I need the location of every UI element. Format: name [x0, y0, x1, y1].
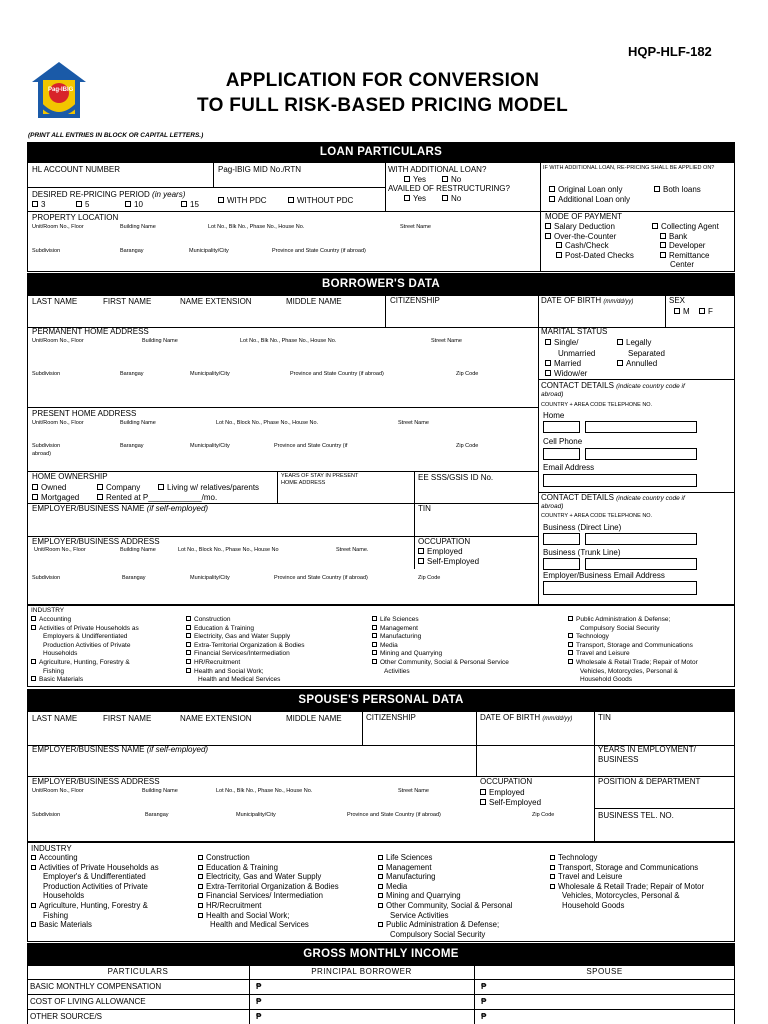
citizenship-label: CITIZENSHIP: [390, 296, 440, 305]
both-loans-option[interactable]: Both loans: [654, 186, 701, 194]
borrower-industry-1-2: Employers & Undifferentiated: [43, 633, 128, 641]
marital-status-label: MARITAL STATUS: [541, 327, 608, 336]
biz-direct-label: Business (Direct Line): [543, 523, 622, 532]
section-borrowers-data: BORROWER'S DATA: [27, 273, 735, 295]
spouse-industry-1-6: Fishing: [43, 910, 69, 920]
emp-subdivision: Subdivision: [32, 575, 61, 581]
spouse-industry-3-7[interactable]: Public Administration & Defense;: [378, 921, 499, 930]
sp-street: Street Name: [398, 788, 429, 794]
sp-citizenship-label: CITIZENSHIP: [366, 713, 416, 722]
unmarried-label: Unmarried: [558, 349, 596, 358]
sp-barangay: Barangay: [145, 812, 169, 818]
country-code-label: COUNTRY + AREA CODE TELEPHONE NO.: [541, 402, 653, 408]
borrower-industry-1-1[interactable]: Activities of Private Households as: [31, 625, 139, 632]
biz-email-label: Employer/Business Email Address: [543, 571, 665, 580]
borrower-industry-3-4[interactable]: Mining and Quarrying: [372, 650, 442, 657]
spouse-industry-2-7: Health and Medical Services: [210, 920, 309, 930]
form-title-line1: APPLICATION FOR CONVERSION: [225, 70, 540, 91]
last-name-label: LAST NAME: [32, 297, 78, 306]
spouse-industry-1-1[interactable]: Activities of Private Households as: [31, 864, 159, 873]
biz-email-input[interactable]: [543, 581, 697, 595]
additional-only-option[interactable]: Additional Loan only: [549, 196, 630, 204]
prop-building: Building Name: [120, 224, 156, 230]
spouse-industry-3-0[interactable]: Life Sciences: [378, 854, 432, 863]
emp-province: Province and State Country (if abroad): [274, 575, 368, 581]
additional-loan-no[interactable]: No: [442, 176, 461, 184]
additional-loan-label: WITH ADDITIONAL LOAN?: [388, 165, 487, 174]
emp-zip: Zip Code: [418, 575, 441, 581]
borrower-industry-3-5[interactable]: Other Community, Social & Personal Service: [372, 659, 509, 666]
spouse-industry-2-4[interactable]: Financial Services/ Intermediation: [198, 892, 323, 901]
spouse-industry-4-1[interactable]: Transport, Storage and Communications: [550, 864, 698, 873]
pres-province: Province and State Country (if: [274, 443, 348, 449]
borrower-industry-2-0[interactable]: Construction: [186, 616, 231, 623]
borrower-industry-4-1: Compulsory Social Security: [580, 624, 660, 632]
employer-name-label: EMPLOYER/BUSINESS NAME (if self-employed): [32, 504, 209, 513]
spouse-industry-3-1[interactable]: Management: [378, 864, 432, 873]
owned-option[interactable]: Owned: [32, 484, 66, 492]
income-row-cola: COST OF LIVING ALLOWANCE: [30, 997, 146, 1006]
borrower-industry-3-6: Activities: [384, 667, 410, 675]
spouse-industry-2-1[interactable]: Education & Training: [198, 864, 278, 873]
present-address-label: PRESENT HOME ADDRESS: [32, 409, 137, 418]
pres-city: Municipality/City: [190, 443, 230, 449]
spouse-industry-3-4[interactable]: Mining and Quarrying: [378, 892, 461, 901]
peso-principal-other[interactable]: ₱: [256, 1012, 262, 1021]
prop-street: Street Name: [400, 224, 431, 230]
cell-phone-label: Cell Phone: [543, 437, 583, 446]
perm-lot: Lot No., Blk No., Phase No., House No.: [240, 338, 337, 344]
spouse-industry-2-5[interactable]: HR/Recruitment: [198, 902, 261, 911]
borrower-industry-2-1[interactable]: Education & Training: [186, 625, 254, 632]
legally-separated-option[interactable]: Legally: [617, 339, 651, 347]
spouse-industry-1-3: Production Activities of Private: [43, 881, 148, 891]
pres-subdivision: Subdivision: [32, 443, 61, 449]
form-code: HQP-HLF-182: [628, 44, 712, 59]
mode-payment-label: MODE OF PAYMENT: [545, 212, 623, 221]
country-code2-label: COUNTRY + AREA CODE TELEPHONE NO.: [541, 513, 653, 519]
spouse-industry-3-2[interactable]: Manufacturing: [378, 873, 435, 882]
company-option[interactable]: Company: [97, 484, 140, 492]
home-ownership-label: HOME OWNERSHIP: [32, 472, 108, 481]
biz-direct-input[interactable]: [585, 533, 697, 545]
collecting-agent-option[interactable]: Collecting Agent: [652, 223, 719, 231]
industry-label: INDUSTRY: [31, 607, 65, 614]
spouse-industry-4-0[interactable]: Technology: [550, 854, 597, 863]
income-principal-header: PRINCIPAL BORROWER: [311, 967, 412, 976]
borrower-industry-4-2[interactable]: Technology: [568, 633, 609, 640]
sp-lot: Lot No., Blk No., Phase No., House No.: [216, 788, 313, 794]
sp-industry-label: INDUSTRY: [31, 844, 72, 853]
over-counter-option[interactable]: Over-the-Counter: [545, 233, 616, 241]
borrower-industry-2-2[interactable]: Electricity, Gas and Water Supply: [186, 633, 290, 640]
employed-option[interactable]: Employed: [418, 548, 463, 556]
tin-label: TIN: [418, 504, 431, 513]
period-3-option[interactable]: 3: [32, 201, 45, 209]
sp-years-emp-label: YEARS IN EMPLOYMENT/: [598, 745, 696, 754]
peso-spouse-other[interactable]: ₱: [481, 1012, 487, 1021]
borrower-industry-4-0[interactable]: Public Administration & Defense;: [568, 616, 670, 623]
property-location-label: PROPERTY LOCATION: [32, 213, 119, 222]
mid-label: Pag-IBIG MID No./RTN: [218, 165, 301, 174]
perm-zip: Zip Code: [456, 371, 479, 377]
perm-barangay: Barangay: [120, 371, 144, 377]
single-option[interactable]: Single/: [545, 339, 578, 347]
borrower-industry-4-4[interactable]: Travel and Leisure: [568, 650, 630, 657]
income-row-other: OTHER SOURCE/S: [30, 1012, 103, 1021]
cash-check-option[interactable]: Cash/Check: [556, 242, 609, 250]
print-instruction: (PRINT ALL ENTRIES IN BLOCK OR CAPITAL LETTERS.): [28, 132, 204, 139]
spouse-industry-2-0[interactable]: Construction: [198, 854, 250, 863]
period-10-option[interactable]: 10: [125, 201, 143, 209]
peso-spouse-cola[interactable]: ₱: [481, 997, 487, 1006]
sp-self-employed-option[interactable]: Self-Employed: [480, 799, 541, 807]
salary-deduction-option[interactable]: Salary Deduction: [545, 223, 615, 231]
emp-city: Municipality/City: [190, 575, 230, 581]
borrower-industry-3-0[interactable]: Life Sciences: [372, 616, 419, 623]
mortgaged-option[interactable]: Mortgaged: [32, 494, 79, 502]
spouse-industry-4-2[interactable]: Travel and Leisure: [550, 873, 622, 882]
sp-zip: Zip Code: [532, 812, 555, 818]
sp-dob-label: DATE OF BIRTH (mm/dd/yy): [480, 713, 573, 722]
sp-position-label: POSITION & DEPARTMENT: [598, 777, 701, 786]
pres-abroad: abroad): [32, 451, 51, 457]
repricing-period-label: DESIRED RE-PRICING PERIOD (in years): [32, 190, 186, 199]
contact-details-label: CONTACT DETAILS (indicate country code if: [541, 381, 685, 390]
peso-spouse-basic[interactable]: ₱: [481, 982, 487, 991]
biz-trunk-label: Business (Trunk Line): [543, 548, 621, 557]
sp-name-ext-label: NAME EXTENSION: [180, 714, 252, 723]
email-input[interactable]: [543, 474, 697, 487]
prop-subdivision: Subdivision: [32, 248, 61, 254]
period-15-option[interactable]: 15: [181, 201, 199, 209]
perm-province: Province and State Country (if abroad): [290, 371, 384, 377]
biz-trunk-input[interactable]: [585, 558, 697, 570]
borrower-industry-1-4: Households: [43, 650, 78, 658]
spouse-industry-1-2: Employer's & Undifferentiated: [43, 872, 146, 882]
remittance-option[interactable]: Remittance: [660, 252, 709, 260]
sp-employer-label: EMPLOYER/BUSINESS NAME (if self-employed): [32, 745, 209, 754]
borrower-industry-4-3[interactable]: Transport, Storage and Communications: [568, 642, 693, 649]
spouse-industry-4-3[interactable]: Wholesale & Retail Trade; Repair of Motor: [550, 883, 704, 892]
prop-province: Province and State Country (if abroad): [272, 248, 366, 254]
separated-label: Separated: [628, 349, 665, 358]
sp-middle-name-label: MIDDLE NAME: [286, 714, 342, 723]
permanent-address-label: PERMANENT HOME ADDRESS: [32, 327, 149, 336]
pres-zip: Zip Code: [456, 443, 479, 449]
logo-text: Pag-IBIG: [48, 87, 74, 93]
borrower-industry-2-6[interactable]: Health and Social Work;: [186, 668, 264, 675]
income-spouse-header: SPOUSE: [586, 967, 623, 976]
prop-city: Municipality/City: [189, 248, 229, 254]
pres-street: Street Name: [398, 420, 429, 426]
spouse-industry-4-5: Household Goods: [562, 901, 625, 910]
borrower-industry-2-4[interactable]: Financial Services/Intermediation: [186, 650, 290, 657]
original-loan-option[interactable]: Original Loan only: [549, 186, 622, 194]
self-employed-option[interactable]: Self-Employed: [418, 558, 479, 566]
borrower-industry-4-5[interactable]: Wholesale & Retail Trade; Repair of Motor: [568, 659, 698, 666]
home-phone-input[interactable]: [585, 421, 697, 433]
emp-building: Building Name: [120, 547, 156, 553]
emp-street: Street Name.: [336, 547, 369, 553]
perm-subdivision: Subdivision: [32, 371, 61, 377]
sp-business-label: BUSINESS: [598, 755, 639, 764]
form-title-line2: TO FULL RISK-BASED PRICING MODEL: [197, 95, 568, 116]
borrower-industry-1-7[interactable]: Basic Materials: [31, 676, 83, 683]
years-stay-label: YEARS OF STAY IN PRESENT: [281, 473, 359, 479]
peso-principal-cola[interactable]: ₱: [256, 997, 262, 1006]
biz-direct-code-input[interactable]: [543, 533, 580, 545]
borrower-industry-2-7: Health and Medical Services: [198, 676, 281, 684]
years-stay-label2: HOME ADDRESS: [281, 480, 326, 486]
spouse-industry-3-6: Service Activities: [390, 910, 449, 920]
prop-barangay: Barangay: [120, 248, 144, 254]
email-label: Email Address: [543, 463, 595, 472]
post-dated-option[interactable]: Post-Dated Checks: [556, 252, 634, 260]
perm-city: Municipality/City: [190, 371, 230, 377]
borrower-industry-3-2[interactable]: Manufacturing: [372, 633, 421, 640]
ee-sss-label: EE SSS/GSIS ID No.: [418, 473, 494, 482]
sp-biz-tel-label: BUSINESS TEL. NO.: [598, 811, 674, 820]
sex-label: SEX: [669, 296, 686, 305]
borrower-industry-1-3: Production Activities of Private: [43, 641, 131, 649]
sp-city: Municipality/City: [236, 812, 276, 818]
dob-label: DATE OF BIRTH (mm/dd/yy): [541, 296, 634, 305]
hl-account-label: HL ACCOUNT NUMBER: [32, 165, 121, 174]
pres-barangay: Barangay: [120, 443, 144, 449]
perm-street: Street Name: [431, 338, 462, 344]
cell-phone-input[interactable]: [585, 448, 697, 460]
sp-employed-option[interactable]: Employed: [480, 789, 525, 797]
perm-building: Building Name: [142, 338, 178, 344]
prop-lot: Lot No., Blk No., Phase No., House No.: [208, 224, 305, 230]
spouse-industry-3-5[interactable]: Other Community, Social & Personal: [378, 902, 512, 911]
perm-unit: Unit/Room No., Floor: [32, 338, 84, 344]
sp-province: Province and State Country (if abroad): [347, 812, 441, 818]
pres-lot: Lot No., Block No., Phase No., House No.: [216, 420, 319, 426]
pagibig-logo: [30, 60, 88, 122]
restructuring-no[interactable]: No: [442, 195, 461, 203]
home-phone-label: Home: [543, 411, 565, 420]
occupation-label: OCCUPATION: [418, 537, 471, 546]
with-pdc-option[interactable]: WITH PDC: [218, 197, 267, 205]
borrower-industry-3-1[interactable]: Management: [372, 625, 418, 632]
emp-lot: Lot No., Block No., Phase No., House No: [178, 547, 279, 553]
annulled-option[interactable]: Annulled: [617, 360, 657, 368]
bank-option[interactable]: Bank: [660, 233, 687, 241]
sp-unit: Unit/Room No., Floor: [32, 788, 84, 794]
borrower-industry-2-5[interactable]: HR/Recruitment: [186, 659, 240, 666]
living-relatives-option[interactable]: Living w/ relatives/parents: [158, 484, 259, 492]
section-gross-income: GROSS MONTHLY INCOME: [27, 943, 735, 965]
contact-details2-label: CONTACT DETAILS (indicate country code if: [541, 493, 685, 502]
income-row-basic: BASIC MONTHLY COMPENSATION: [30, 982, 162, 991]
spouse-industry-1-4: Households: [43, 891, 85, 901]
restructuring-label: AVAILED OF RESTRUCTURING?: [388, 184, 510, 193]
borrower-industry-1-6: Fishing: [43, 667, 64, 675]
spouse-industry-1-5[interactable]: Agriculture, Hunting, Forestry &: [31, 902, 148, 911]
employer-address-label: EMPLOYER/BUSINESS ADDRESS: [32, 537, 160, 546]
spouse-industry-2-6[interactable]: Health and Social Work;: [198, 912, 290, 921]
sp-first-name-label: FIRST NAME: [103, 714, 152, 723]
peso-principal-basic[interactable]: ₱: [256, 982, 262, 991]
contact-abroad: abroad): [541, 391, 564, 398]
income-particulars-header: PARTICULARS: [107, 967, 169, 976]
additional-loan-yes[interactable]: Yes: [404, 176, 426, 184]
borrower-industry-1-0[interactable]: Accounting: [31, 616, 71, 623]
sp-building: Building Name: [142, 788, 178, 794]
borrower-industry-3-3[interactable]: Media: [372, 642, 398, 649]
prop-unit: Unit/Room No., Floor: [32, 224, 84, 230]
sp-emp-address-label: EMPLOYER/BUSINESS ADDRESS: [32, 777, 160, 786]
borrower-industry-4-6: Vehicles, Motorcycles, Personal &: [580, 667, 678, 675]
sex-f-option[interactable]: F: [699, 308, 713, 316]
section-loan-particulars: LOAN PARTICULARS: [27, 142, 735, 162]
spouse-industry-1-0[interactable]: Accounting: [31, 854, 78, 863]
cell-area-code-input[interactable]: [543, 448, 580, 460]
pres-unit: Unit/Room No., Floor: [32, 420, 84, 426]
repricing-note: IF WITH ADDITIONAL LOAN, RE-PRICING SHALL BE APPLIED ON?: [543, 165, 715, 171]
section-spouse-data: SPOUSE'S PERSONAL DATA: [27, 689, 735, 711]
biz-trunk-code-input[interactable]: [543, 558, 580, 570]
spouse-industry-2-3[interactable]: Extra-Territorial Organization & Bodies: [198, 883, 339, 892]
sex-m-option[interactable]: M: [674, 308, 690, 316]
spouse-industry-4-4: Vehicles, Motorcycles, Personal &: [562, 891, 680, 901]
without-pdc-option[interactable]: WITHOUT PDC: [288, 197, 353, 205]
restructuring-yes[interactable]: Yes: [404, 195, 426, 203]
borrower-industry-2-3[interactable]: Extra-Territorial Organization & Bodies: [186, 642, 305, 649]
spouse-industry-2-2[interactable]: Electricity, Gas and Water Supply: [198, 873, 321, 882]
spouse-industry-3-3[interactable]: Media: [378, 883, 407, 892]
developer-option[interactable]: Developer: [660, 242, 705, 250]
spouse-industry-1-7[interactable]: Basic Materials: [31, 921, 92, 930]
borrower-industry-1-5[interactable]: Agriculture, Hunting, Forestry &: [31, 659, 130, 666]
spouse-industry-3-8: Compulsory Social Security: [390, 929, 486, 939]
rented-option[interactable]: Rented at P____________/mo.: [97, 494, 217, 502]
period-5-option[interactable]: 5: [76, 201, 89, 209]
married-option[interactable]: Married: [545, 360, 581, 368]
middle-name-label: MIDDLE NAME: [286, 297, 342, 306]
sp-subdivision: Subdivision: [32, 812, 61, 818]
remittance-center-label: Center: [670, 260, 695, 269]
sp-last-name-label: LAST NAME: [32, 714, 78, 723]
borrower-industry-4-7: Household Goods: [580, 676, 633, 684]
name-extension-label: NAME EXTENSION: [180, 297, 252, 306]
pres-building: Building Name: [120, 420, 156, 426]
emp-barangay: Barangay: [122, 575, 146, 581]
emp-unit: Unit/Room No., Floor: [34, 547, 86, 553]
sp-tin-label: TIN: [598, 713, 611, 722]
home-area-code-input[interactable]: [543, 421, 580, 433]
sp-occupation-label: OCCUPATION: [480, 777, 533, 786]
contact2-abroad: abroad): [541, 503, 564, 510]
widower-option[interactable]: Widow/er: [545, 370, 587, 378]
first-name-label: FIRST NAME: [103, 297, 152, 306]
